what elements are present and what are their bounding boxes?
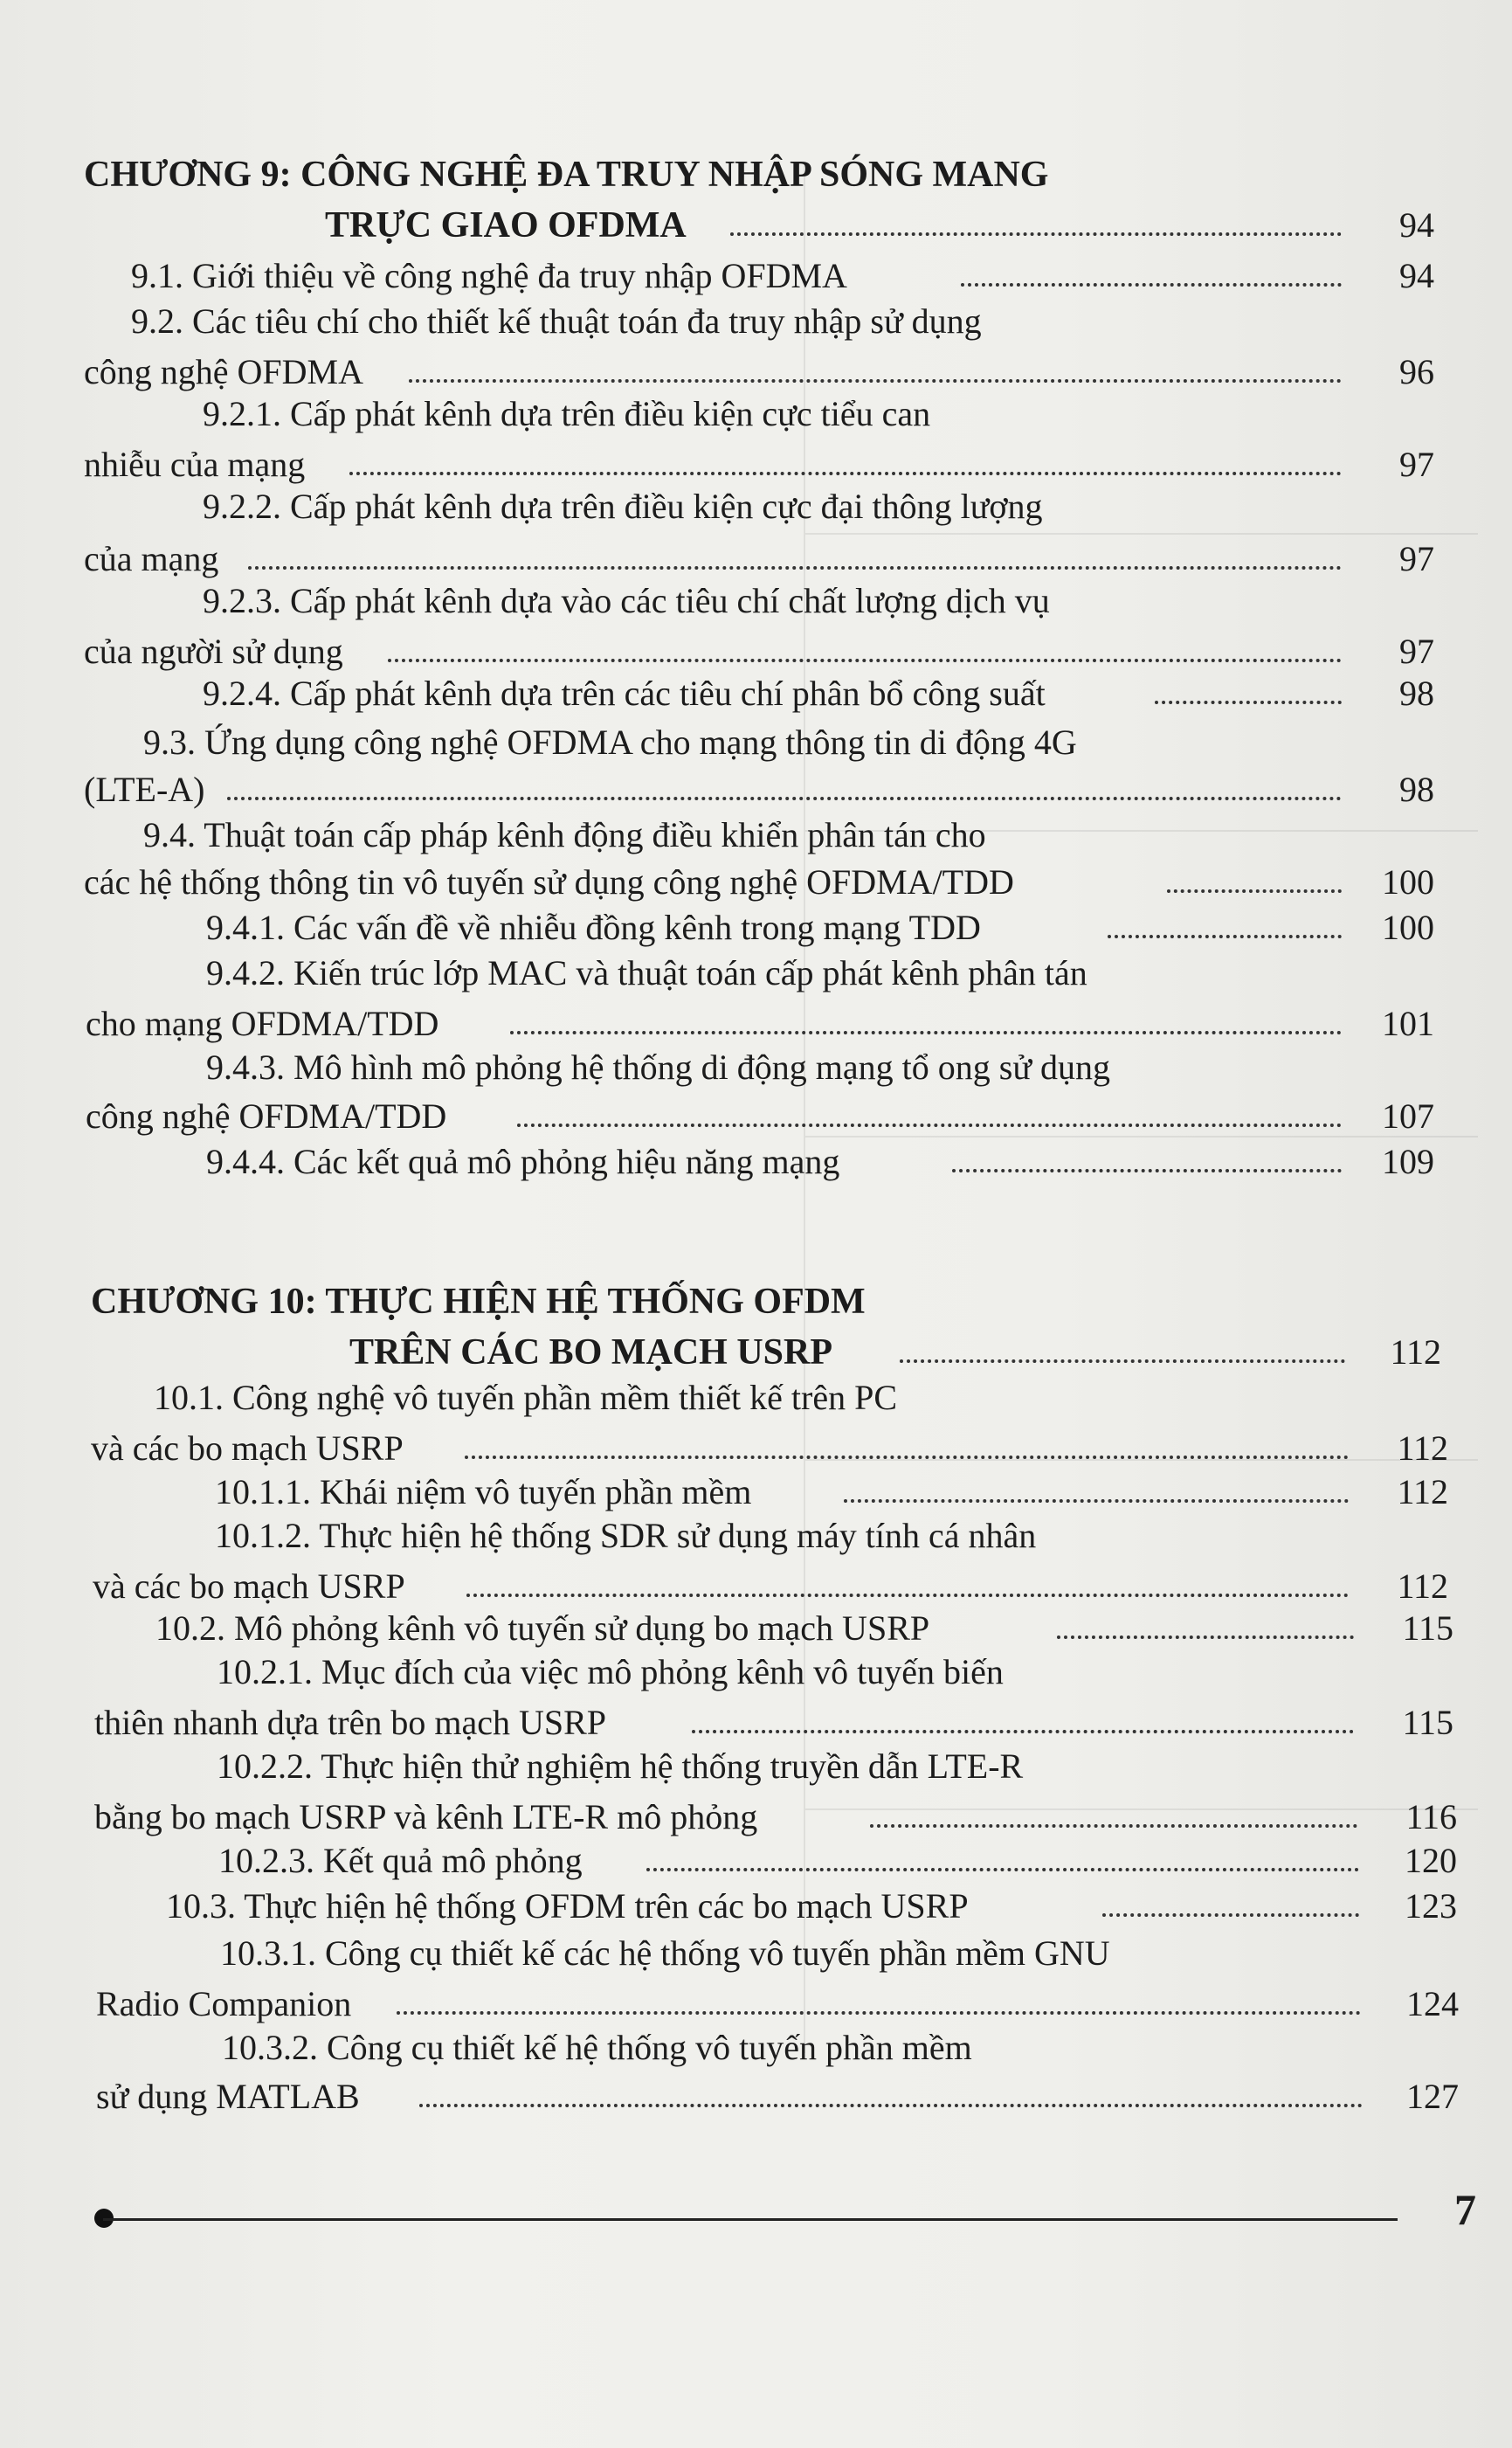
chapter-9-title-line-1: CHƯƠNG 9: CÔNG NGHỆ ĐA TRUY NHẬP SÓNG MANG: [84, 155, 1049, 195]
toc-entry-10-2-2[interactable]: [0, 1742, 1512, 1791]
toc-entry-title-cont: (LTE-A): [84, 770, 205, 809]
leader-dots: [388, 659, 1342, 662]
leader-dots: [1057, 1635, 1354, 1639]
toc-entry-title: 10.3.2. Công cụ thiết kế hệ thống vô tuyến phần mềm: [222, 2028, 972, 2067]
toc-entry-9-1[interactable]: [0, 252, 1512, 301]
chapter-9-heading[interactable]: [0, 150, 1512, 199]
chapter-10-heading-cont[interactable]: [0, 1328, 1512, 1377]
toc-entry-9-4-3-cont[interactable]: [0, 1092, 1512, 1141]
toc-entry-title: 9.2.2. Cấp phát kênh dựa trên điều kiện cực đại thông lượng: [203, 487, 1043, 526]
toc-entry-title-cont: cho mạng OFDMA/TDD: [86, 1004, 439, 1043]
toc-entry-title: 9.2.4. Cấp phát kênh dựa trên các tiêu chí phân bổ công suất: [203, 674, 1046, 713]
toc-entry-9-2-2[interactable]: [0, 482, 1512, 531]
leader-dots: [349, 472, 1342, 475]
toc-entry-10-2-2-cont[interactable]: [0, 1793, 1512, 1842]
toc-entry-title: 10.1. Công nghệ vô tuyến phần mềm thiết kế trên PC: [154, 1378, 897, 1417]
toc-entry-page: 98: [1399, 674, 1434, 713]
toc-entry-9-2-3[interactable]: [0, 577, 1512, 626]
toc-entry-page: 97: [1399, 632, 1434, 671]
leader-dots: [870, 1824, 1357, 1828]
toc-entry-page: 112: [1397, 1566, 1448, 1606]
leader-dots: [1155, 701, 1342, 704]
toc-entry-10-2-1[interactable]: [0, 1648, 1512, 1697]
leader-dots: [692, 1730, 1354, 1733]
toc-entry-9-4-4[interactable]: [0, 1138, 1512, 1186]
toc-entry-title-cont: các hệ thống thông tin vô tuyến sử dụng công nghệ OFDMA/TDD: [84, 862, 1014, 902]
toc-entry-title-cont: bằng bo mạch USRP và kênh LTE-R mô phỏng: [94, 1797, 758, 1836]
leader-dots: [465, 1456, 1349, 1459]
chapter-9-title-line-2: TRỰC GIAO OFDMA: [325, 205, 687, 245]
toc-entry-9-4-2-cont[interactable]: [0, 999, 1512, 1048]
chapter-10-heading[interactable]: [0, 1277, 1512, 1326]
toc-entry-10-1-1[interactable]: [0, 1468, 1512, 1517]
chapter-10-page: 112: [1390, 1332, 1441, 1372]
toc-entry-title: 10.2.1. Mục đích của việc mô phỏng kênh vô tuyến biến: [217, 1652, 1004, 1691]
toc-entry-title-cont: sử dụng MATLAB: [96, 2077, 360, 2116]
chapter-9-page: 94: [1399, 205, 1434, 245]
toc-entry-title: 10.2. Mô phỏng kênh vô tuyến sử dụng bo mạch USRP: [155, 1608, 930, 1648]
toc-entry-9-2-4[interactable]: [0, 669, 1512, 718]
toc-entry-page: 97: [1399, 539, 1434, 578]
toc-entry-10-1-2[interactable]: [0, 1511, 1512, 1560]
toc-entry-10-2[interactable]: [0, 1604, 1512, 1653]
toc-entry-page: 127: [1406, 2077, 1459, 2116]
toc-entry-title: 9.3. Ứng dụng công nghệ OFDMA cho mạng thông tin di động 4G: [143, 723, 1077, 762]
toc-entry-title: 9.4.2. Kiến trúc lớp MAC và thuật toán cấp phát kênh phân tán: [206, 953, 1087, 992]
leader-dots: [1167, 889, 1342, 893]
toc-entry-page: 101: [1382, 1004, 1434, 1043]
chapter-9-heading-cont[interactable]: [0, 201, 1512, 250]
leader-dots: [1102, 1913, 1359, 1917]
toc-entry-title-cont: và các bo mạch USRP: [93, 1566, 405, 1606]
toc-entry-9-2[interactable]: [0, 297, 1512, 346]
leader-dots: [646, 1868, 1359, 1871]
leader-dots: [409, 379, 1342, 383]
toc-entry-10-3[interactable]: [0, 1882, 1512, 1931]
toc-entry-9-3[interactable]: [0, 718, 1512, 767]
toc-entry-title: 10.1.1. Khái niệm vô tuyến phần mềm: [215, 1472, 752, 1511]
toc-entry-title: 10.1.2. Thực hiện hệ thống SDR sử dụng máy tính cá nhân: [215, 1516, 1037, 1555]
toc-entry-title: 9.4. Thuật toán cấp pháp kênh động điều khiển phân tán cho: [143, 815, 986, 854]
toc-entry-title-cont: nhiễu của mạng: [84, 445, 306, 484]
toc-entry-page: 107: [1382, 1096, 1434, 1136]
toc-entry-page: 98: [1399, 770, 1434, 809]
leader-dots: [844, 1499, 1349, 1503]
toc-entry-title: 9.2.1. Cấp phát kênh dựa trên điều kiện cực tiểu can: [203, 394, 931, 433]
toc-entry-page: 97: [1399, 445, 1434, 484]
toc-entry-10-1-cont[interactable]: [0, 1424, 1512, 1473]
toc-entry-title-cont: Radio Companion: [96, 1984, 352, 2023]
toc-entry-title: 9.2.3. Cấp phát kênh dựa vào các tiêu chí chất lượng dịch vụ: [203, 581, 1050, 620]
toc-entry-title-cont: công nghệ OFDMA/TDD: [86, 1096, 447, 1136]
leader-dots: [466, 1594, 1349, 1597]
toc-entry-title: 10.2.3. Kết quả mô phỏng: [218, 1841, 583, 1880]
toc-entry-page: 100: [1382, 908, 1434, 947]
toc-entry-page: 109: [1382, 1142, 1434, 1181]
leader-dots: [419, 2104, 1363, 2107]
toc-entry-10-3-2-cont[interactable]: [0, 2072, 1512, 2121]
toc-entry-10-3-2[interactable]: [0, 2023, 1512, 2072]
toc-entry-page: 123: [1405, 1886, 1457, 1926]
toc-entry-page: 112: [1397, 1428, 1448, 1468]
chapter-10-title-line-1: CHƯƠNG 10: THỰC HIỆN HỆ THỐNG OFDM: [91, 1282, 866, 1322]
toc-entry-9-4[interactable]: [0, 811, 1512, 860]
toc-entry-page: 96: [1399, 352, 1434, 391]
toc-entry-page: 100: [1382, 862, 1434, 902]
toc-entry-title-cont: thiên nhanh dựa trên bo mạch USRP: [94, 1703, 607, 1742]
toc-entry-title: 9.2. Các tiêu chí cho thiết kế thuật toán đa truy nhập sử dụng: [131, 301, 982, 341]
toc-entry-page: 116: [1405, 1797, 1457, 1836]
toc-entry-page: 120: [1405, 1841, 1457, 1880]
leader-dots: [952, 1169, 1342, 1172]
leader-dots: [961, 283, 1342, 287]
toc-entry-title: 10.2.2. Thực hiện thử nghiệm hệ thống truyền dẫn LTE-R: [217, 1746, 1024, 1786]
toc-entry-9-4-1[interactable]: [0, 903, 1512, 952]
toc-entry-title-cont: và các bo mạch USRP: [91, 1428, 404, 1468]
toc-entry-title: 10.3.1. Công cụ thiết kế các hệ thống vô tuyến phần mềm GNU: [220, 1933, 1110, 1973]
toc-entry-title: 9.4.1. Các vấn đề về nhiễu đồng kênh trong mạng TDD: [206, 908, 981, 947]
toc-entry-title-cont: công nghệ OFDMA: [84, 352, 363, 391]
leader-dots: [227, 797, 1342, 800]
toc-entry-title: 9.4.4. Các kết quả mô phỏng hiệu năng mạng: [206, 1142, 840, 1181]
toc-entry-10-2-1-cont[interactable]: [0, 1698, 1512, 1747]
leader-dots: [397, 2011, 1361, 2015]
leader-dots: [517, 1124, 1342, 1127]
toc-entry-title-cont: của mạng: [84, 539, 219, 578]
toc-entry-10-1[interactable]: [0, 1373, 1512, 1422]
toc-entry-9-4-2[interactable]: [0, 949, 1512, 998]
leader-dots: [510, 1031, 1342, 1034]
leader-dots: [248, 566, 1342, 570]
toc-entry-page: 94: [1399, 256, 1434, 295]
toc-entry-title: 9.4.3. Mô hình mô phỏng hệ thống di động mạng tổ ong sử dụng: [206, 1048, 1110, 1087]
toc-entry-9-3-cont[interactable]: [0, 765, 1512, 814]
footer-rule: [103, 2218, 1398, 2221]
leader-dots: [730, 232, 1342, 236]
toc-entry-title-cont: của người sử dụng: [84, 632, 343, 671]
page-number: 7: [1454, 2185, 1476, 2234]
leader-dots: [900, 1359, 1345, 1363]
toc-entry-9-2-1[interactable]: [0, 390, 1512, 439]
toc-entry-9-4-cont[interactable]: [0, 858, 1512, 907]
toc-entry-title: 9.1. Giới thiệu về công nghệ đa truy nhập OFDMA: [131, 256, 847, 295]
toc-entry-page: 124: [1406, 1984, 1459, 2023]
toc-entry-title: 10.3. Thực hiện hệ thống OFDM trên các bo mạch USRP: [166, 1886, 969, 1926]
leader-dots: [1108, 935, 1342, 938]
toc-entry-10-3-1[interactable]: [0, 1929, 1512, 1978]
toc-entry-page: 115: [1402, 1703, 1453, 1742]
toc-entry-page: 112: [1397, 1472, 1448, 1511]
chapter-10-title-line-2: TRÊN CÁC BO MẠCH USRP: [349, 1332, 833, 1373]
toc-entry-10-3-1-cont[interactable]: [0, 1980, 1512, 2029]
toc-entry-9-4-3[interactable]: [0, 1043, 1512, 1092]
toc-entry-10-2-3[interactable]: [0, 1836, 1512, 1885]
toc-entry-page: 115: [1402, 1608, 1453, 1648]
